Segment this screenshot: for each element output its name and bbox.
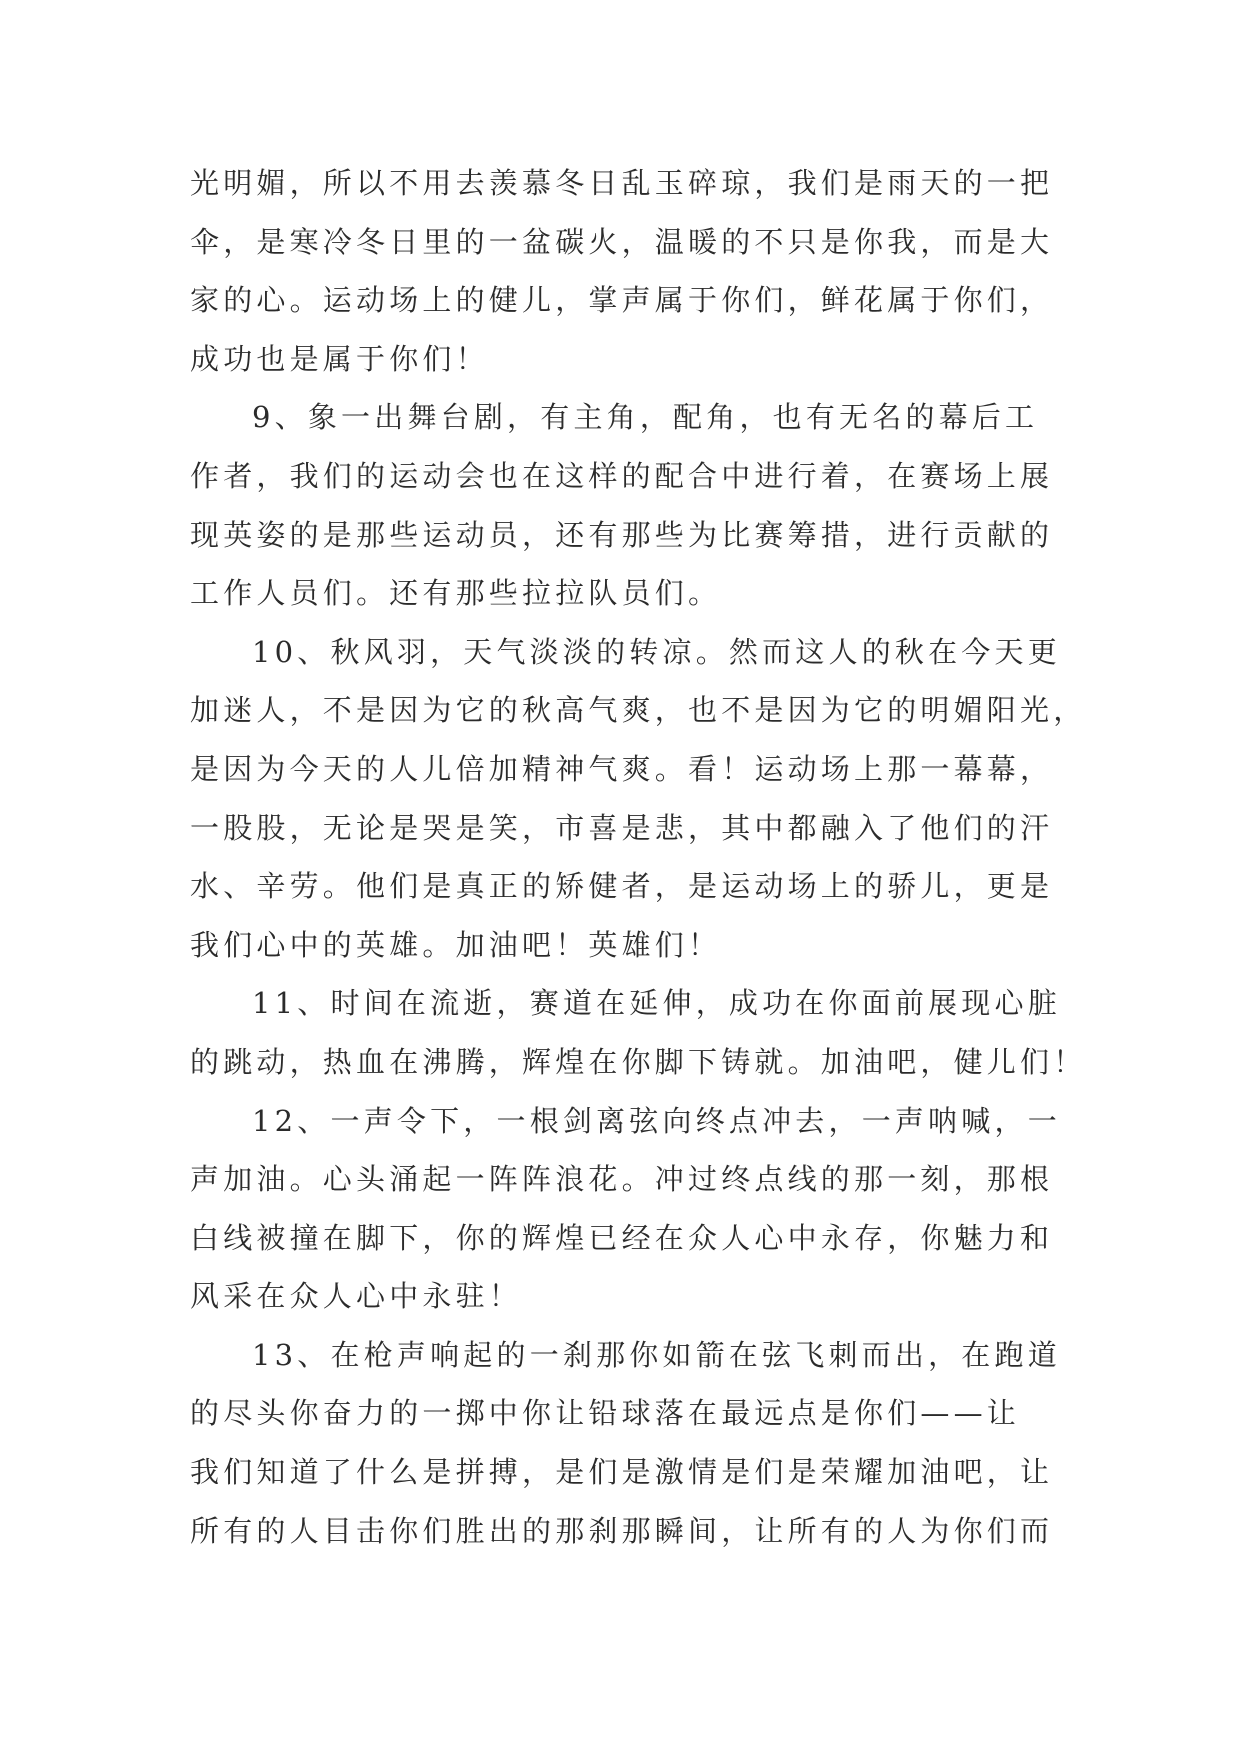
- text-line: 家的心。运动场上的健儿，掌声属于你们，鲜花属于你们，: [190, 283, 1054, 318]
- paragraph-12: [190, 1092, 1061, 1326]
- text-line: 我们知道了什么是拼搏，是们是激情是们是荣耀加油吧，让: [190, 1455, 1054, 1490]
- text-line: 一股股，无论是哭是笑，市喜是悲，其中都融入了他们的汗: [190, 810, 1054, 845]
- paragraph-9: [190, 388, 1054, 622]
- text-line: 13、在枪声响起的一刹那你如箭在弦飞刺而出，在跑道: [252, 1337, 1061, 1372]
- text-line: 11、时间在流逝，赛道在延伸，成功在你面前展现心脏: [252, 986, 1061, 1021]
- paragraph-11: [190, 974, 1087, 1091]
- text-line: 白线被撞在脚下，你的辉煌已经在众人心中永存，你魅力和: [190, 1220, 1054, 1255]
- text-line: 作者，我们的运动会也在这样的配合中进行着，在赛场上展: [190, 458, 1054, 493]
- text-line: 工作人员们。还有那些拉拉队员们。: [190, 576, 722, 611]
- text-line: 12、一声令下，一根剑离弦向终点冲去，一声呐喊，一: [252, 1103, 1061, 1138]
- text-line: 的跳动，热血在沸腾，辉煌在你脚下铸就。加油吧，健儿们！: [190, 1044, 1087, 1079]
- text-line: 的尽头你奋力的一掷中你让铅球落在最远点是你们——让: [190, 1396, 1021, 1431]
- text-line: 10、秋风羽，天气淡淡的转凉。然而这人的秋在今天更: [252, 634, 1061, 669]
- paragraph-10: [190, 623, 1087, 975]
- text-line: 9、象一出舞台剧，有主角，配角，也有无名的幕后工: [252, 400, 1039, 435]
- text-line: 成功也是属于你们！: [190, 341, 489, 376]
- text-line: 所有的人目击你们胜出的那刹那瞬间，让所有的人为你们而: [190, 1513, 1054, 1548]
- text-line: 声加油。心头涌起一阵阵浪花。冲过终点线的那一刻，那根: [190, 1162, 1054, 1197]
- text-line: 风采在众人心中永驻！: [190, 1279, 523, 1314]
- body-text: [190, 154, 1087, 1560]
- paragraph-continuation: [190, 154, 1054, 388]
- text-line: 光明媚，所以不用去羡慕冬日乱玉碎琼，我们是雨天的一把: [190, 166, 1054, 200]
- text-line: 伞，是寒冷冬日里的一盆碳火，温暖的不只是你我，而是大: [190, 224, 1054, 259]
- paragraph-13: [190, 1326, 1061, 1560]
- text-line: 我们心中的英雄。加油吧！英雄们！: [190, 927, 722, 962]
- text-line: 水、辛劳。他们是真正的矫健者，是运动场上的骄儿，更是: [190, 869, 1054, 904]
- text-line: 是因为今天的人儿倍加精神气爽。看！运动场上那一幕幕，: [190, 751, 1054, 786]
- text-line: 现英姿的是那些运动员，还有那些为比赛筹措，进行贡献的: [190, 517, 1054, 552]
- text-line: 加迷人，不是因为它的秋高气爽，也不是因为它的明媚阳光，: [190, 693, 1087, 728]
